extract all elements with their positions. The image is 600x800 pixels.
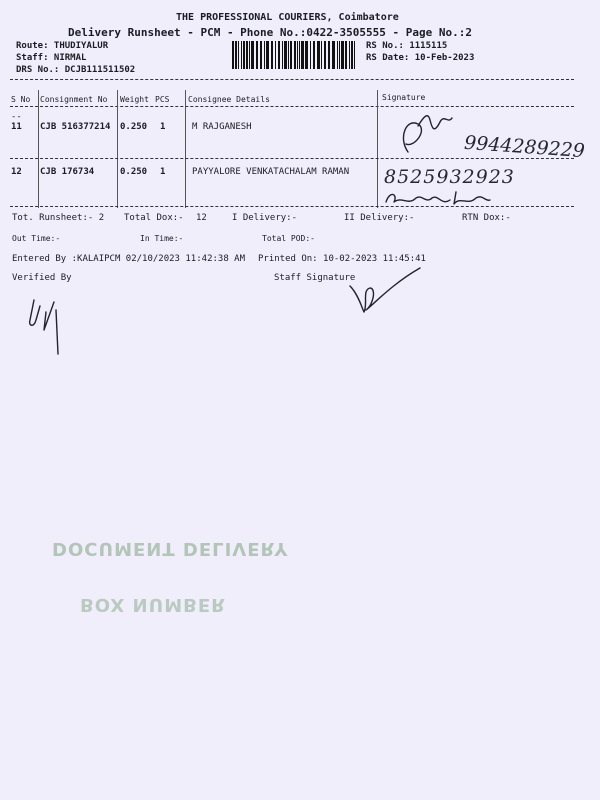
row-separator — [10, 158, 574, 159]
total-pod: Total POD:- — [262, 234, 315, 243]
row-consignee: PAYYALORE VENKATACHALAM RAMAN — [192, 167, 350, 177]
runsheet-title: Delivery Runsheet - PCM - Phone No.:0422-3505555 - Page No.:2 — [68, 26, 472, 39]
row-pcs: 1 — [160, 167, 166, 177]
col-header-consignment: Consignment No — [40, 95, 108, 104]
row-marker: -- — [11, 112, 22, 122]
company-name: THE PROFESSIONAL COURIERS, Coimbatore — [176, 12, 399, 23]
total-dox-label: Total Dox:- — [124, 213, 184, 223]
row-weight: 0.250 — [120, 122, 148, 132]
recipient-signature-1 — [394, 108, 464, 158]
col-header-weight: Weight — [120, 95, 149, 104]
row-consignment-no: CJB 516377214 — [40, 122, 111, 132]
column-divider — [185, 90, 186, 208]
verifier-signature — [20, 290, 80, 360]
row-pcs: 1 — [160, 122, 166, 132]
entered-by: Entered By :KALAIPCM 02/10/2023 11:42:38 AM — [12, 254, 245, 264]
row-consignment-no: CJB 176734 — [40, 167, 95, 177]
row-sno: 12 — [11, 167, 22, 177]
handwritten-phone-1: 9944289229 — [463, 131, 586, 163]
row-weight: 0.250 — [120, 167, 148, 177]
col-header-consignee: Consignee Details — [188, 95, 270, 104]
col-header-signature: Signature — [382, 93, 426, 102]
total-dox-value: 12 — [196, 213, 207, 223]
handwritten-phone-2: 8525932923 — [384, 166, 515, 188]
route-label: Route: THUDIYALUR — [16, 41, 109, 51]
column-divider — [38, 90, 39, 208]
rs-number: RS No.: 1115115 — [366, 41, 448, 51]
staff-signature-label: Staff Signature — [274, 273, 356, 283]
second-delivery: II Delivery:- — [344, 213, 415, 223]
header-top-rule — [10, 79, 574, 80]
drs-number: DRS No.: DCJB111511502 — [16, 65, 136, 75]
verified-by-label: Verified By — [12, 273, 72, 283]
rs-date: RS Date: 10-Feb-2023 — [366, 53, 475, 63]
rtn-dox: RTN Dox:- — [462, 213, 511, 223]
row-consignee: M RAJGANESH — [192, 122, 252, 132]
out-time: Out Time:- — [12, 234, 61, 243]
column-divider — [117, 90, 118, 208]
recipient-signature-2 — [382, 188, 492, 210]
barcode-image — [232, 41, 358, 69]
col-header-pcs: PCS — [155, 95, 170, 104]
staff-label: Staff: NIRMAL — [16, 53, 87, 63]
column-divider — [377, 90, 378, 208]
in-time: In Time:- — [140, 234, 184, 243]
printed-on: Printed On: 10-02-2023 11:45:41 — [258, 254, 426, 264]
header-bottom-rule — [10, 106, 574, 107]
total-runsheet: Tot. Runsheet:- 2 — [12, 213, 105, 223]
box-number-stamp: BOX NUMBER — [80, 594, 226, 615]
staff-signature — [340, 264, 430, 324]
first-delivery: I Delivery:- — [232, 213, 298, 223]
row-sno: 11 — [11, 122, 22, 132]
document-delivery-stamp: DOCUMENT DELIVERY — [52, 538, 289, 559]
col-header-sno: S No — [11, 95, 31, 104]
